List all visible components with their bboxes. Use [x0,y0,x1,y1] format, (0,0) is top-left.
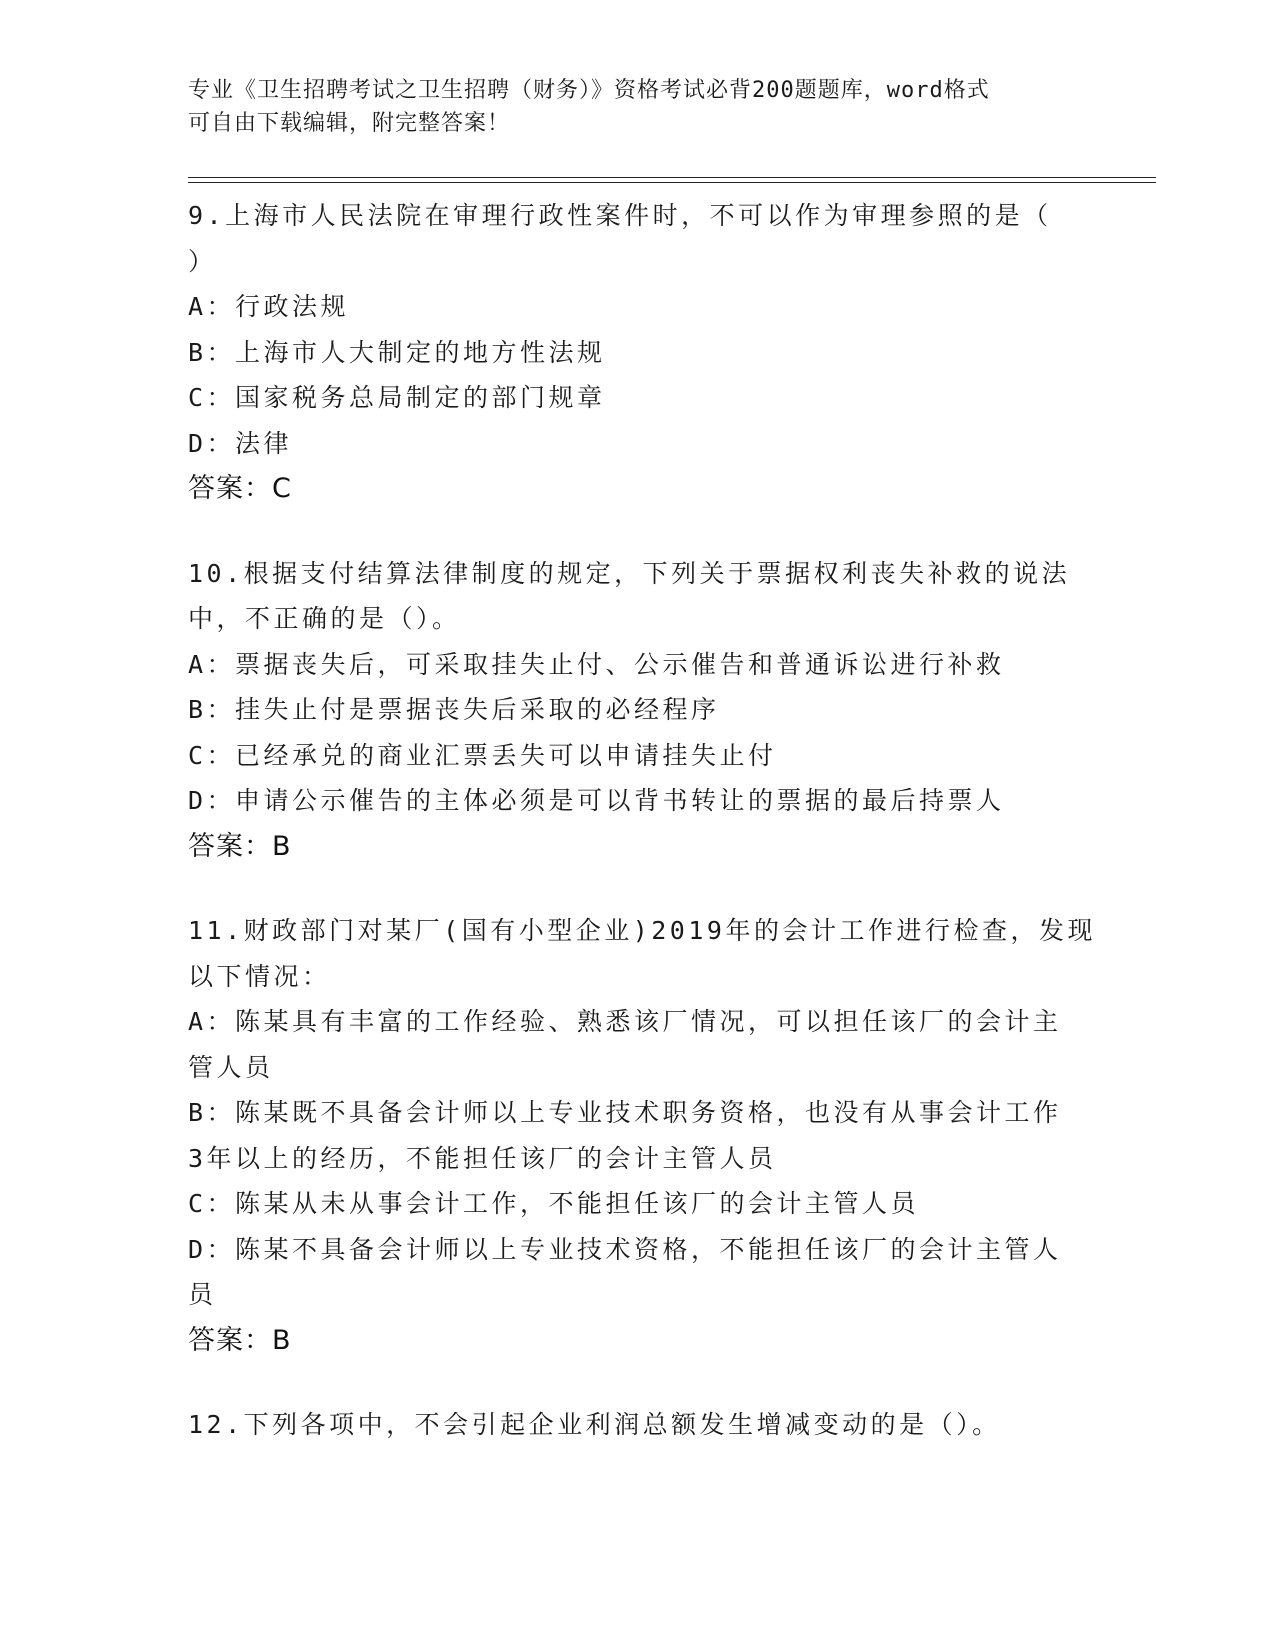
document-header [188,74,1088,140]
question-stem-line: 9.上海市人民法院在审理行政性案件时，不可以作为审理参照的是（ [188,201,1052,230]
header-divider-top [188,177,1156,178]
question-stem-line: 11.财政部门对某厂(国有小型企业)2019年的会计工作进行检查，发现 [188,916,1096,945]
answer-label: 答案：B [188,830,292,862]
question-block [188,551,1088,870]
option-line: D：陈某不具备会计师以上专业技术资格，不能担任该厂的会计主管人 [188,1234,1062,1264]
option-line: 管人员 [188,1052,274,1082]
question-block [188,193,1088,512]
header-title-line-1: 专业《卫生招聘考试之卫生招聘（财务）》资格考试必背200题题库，word格式 [188,78,990,103]
option-line: A：陈某具有丰富的工作经验、熟悉该厂情况，可以担任该厂的会计主 [188,1007,1062,1036]
option-line: D：法律 [188,428,293,458]
option-line: B：上海市人大制定的地方性法规 [188,337,606,367]
question-list [188,193,1096,1487]
option-line: C：陈某从未从事会计工作，不能担任该厂的会计主管人员 [188,1189,920,1218]
option-line: D：申请公示催告的主体必须是可以背书转让的票据的最后持票人 [188,786,1005,815]
question-block [188,1402,1088,1448]
option-line: 3年以上的经历，不能担任该厂的会计主管人员 [188,1143,777,1173]
option-line: A：行政法规 [188,292,350,321]
question-stem-line: 中，不正确的是（）。 [188,604,461,633]
option-line: 员 [188,1280,217,1309]
option-line: C：国家税务总局制定的部门规章 [188,383,606,412]
question-stem-line: 以下情况： [188,961,331,991]
answer-label: 答案：C [188,473,292,504]
option-line: B：挂失止付是票据丧失后采取的必经程序 [188,695,720,724]
option-line: B：陈某既不具备会计师以上专业技术职务资格，也没有从事会计工作 [188,1098,1062,1127]
answer-label: 答案：B [188,1324,292,1356]
header-title-line-2: 可自由下载编辑，附完整答案！ [188,111,511,136]
header-divider-bottom [188,182,1156,183]
option-line: A：票据丧失后，可采取挂失止付、公示催告和普通诉讼进行补救 [188,649,1005,679]
question-stem-line: ） [188,246,217,276]
question-stem-line: 12.下列各项中，不会引起企业利润总额发生增减变动的是（）。 [188,1410,1001,1439]
question-block [188,908,1096,1363]
question-stem-line: 10.根据支付结算法律制度的规定，下列关于票据权利丧失补救的说法 [188,558,1071,588]
option-line: C：已经承兑的商业汇票丢失可以申请挂失止付 [188,740,777,770]
